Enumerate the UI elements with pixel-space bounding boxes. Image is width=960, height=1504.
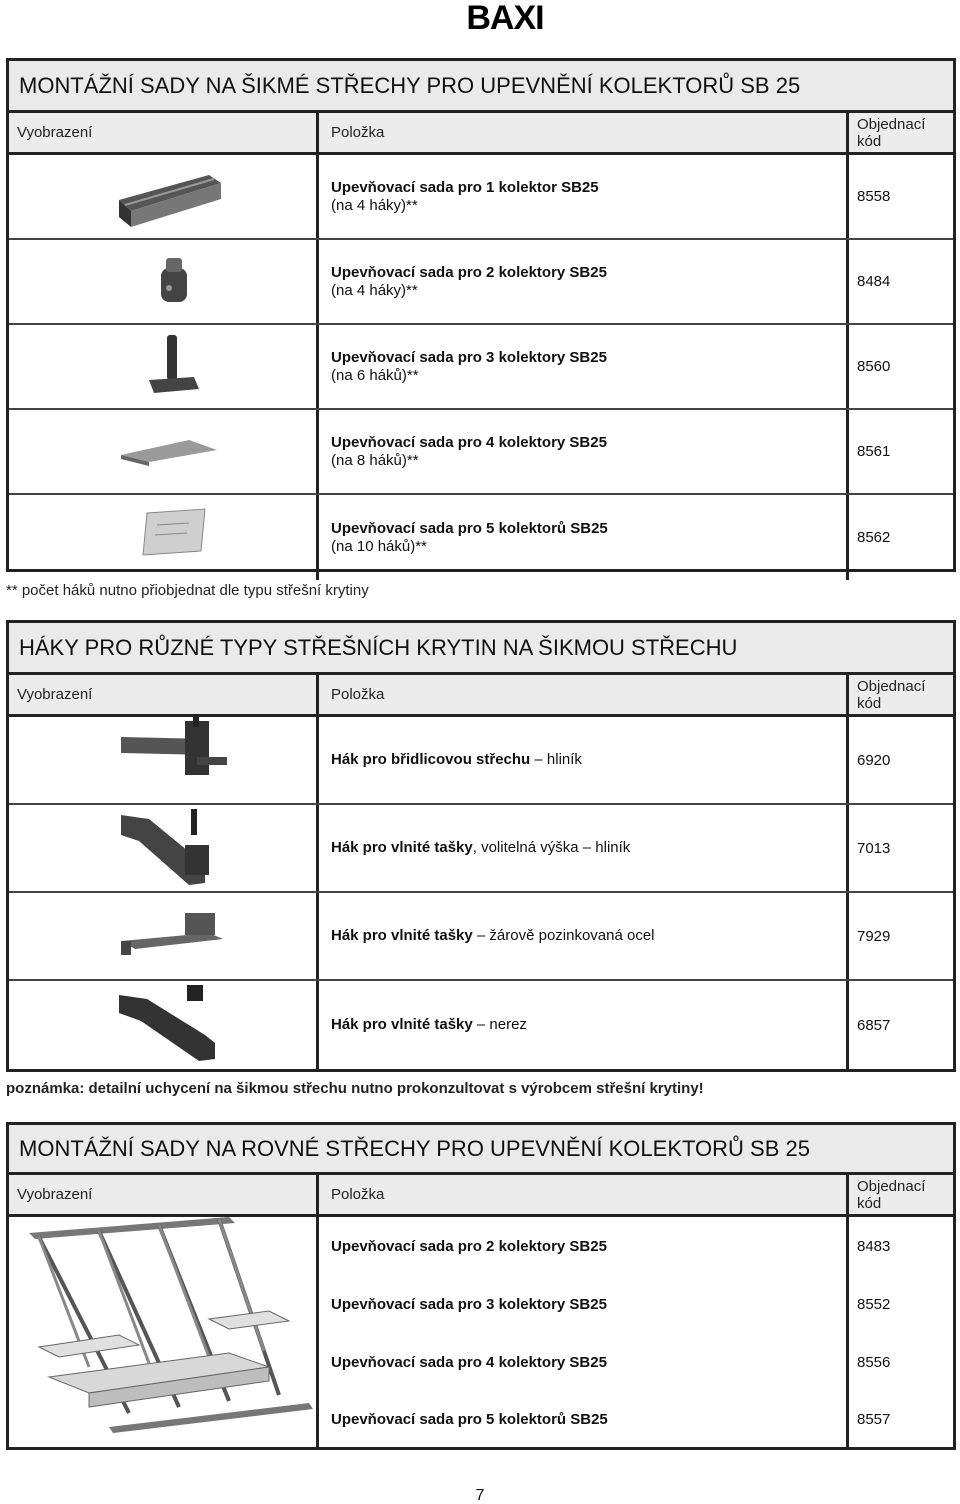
code-cell xyxy=(849,1391,953,1447)
order-code: 8560 xyxy=(857,358,891,375)
code-cell xyxy=(849,1275,953,1333)
product-image-wave-hook-stainless xyxy=(9,981,319,1069)
code-cell xyxy=(849,240,953,323)
item-name: Upevňovací sada pro 2 kolektory SB25 xyxy=(331,263,607,281)
item-name: Hák pro břidlicovou střechu xyxy=(331,751,531,768)
code-cell xyxy=(849,893,953,979)
header-code-line1: Objednací xyxy=(857,1177,926,1195)
item-name: Hák pro vlnité tašky xyxy=(331,839,473,856)
table-row xyxy=(319,1333,953,1391)
item-detail: (na 6 háků)** xyxy=(331,366,419,384)
table-row xyxy=(9,495,953,580)
table-row xyxy=(319,1275,953,1333)
header-item: Položka xyxy=(319,113,849,152)
order-code: 7013 xyxy=(857,839,891,857)
header-item: Položka xyxy=(319,675,849,714)
product-image-flat-roof-frame xyxy=(9,1217,319,1447)
order-code: 8483 xyxy=(857,1237,891,1255)
product-image-slate-hook xyxy=(9,717,319,803)
order-code: 7929 xyxy=(857,927,891,945)
table-row xyxy=(9,717,953,805)
table-row xyxy=(9,155,953,240)
flat-roof-rows xyxy=(319,1217,953,1447)
product-image-bolt xyxy=(9,240,319,323)
section-flat-roof-kits xyxy=(6,1122,956,1450)
item-cell xyxy=(319,893,849,979)
order-code: 6857 xyxy=(857,1016,891,1034)
header-code-line2: kód xyxy=(857,1194,882,1212)
table-row xyxy=(9,981,953,1069)
item-text xyxy=(331,751,846,769)
page-number: 7 xyxy=(475,1487,485,1504)
table-row xyxy=(319,1217,953,1275)
order-code: 6920 xyxy=(857,751,891,769)
code-cell xyxy=(849,155,953,238)
header-code xyxy=(849,1175,953,1214)
product-image-t-bolt xyxy=(9,325,319,408)
product-image-rail xyxy=(9,155,319,238)
item-cell xyxy=(319,717,849,803)
brand-logo: BAXI xyxy=(466,0,544,37)
item-name: Hák pro vlnité tašky xyxy=(331,927,473,944)
item-detail: – hliník xyxy=(530,751,582,768)
item-cell xyxy=(319,240,849,323)
code-cell xyxy=(849,805,953,891)
item-name: Upevňovací sada pro 1 kolektor SB25 xyxy=(331,178,599,196)
code-cell xyxy=(849,981,953,1069)
code-cell xyxy=(849,410,953,493)
item-text xyxy=(331,1016,846,1034)
item-detail: (na 4 háky)** xyxy=(331,281,418,299)
code-cell xyxy=(849,325,953,408)
order-code: 8552 xyxy=(857,1295,891,1313)
item-cell xyxy=(319,805,849,891)
header-image: Vyobrazení xyxy=(9,675,319,714)
table-header xyxy=(9,113,953,155)
product-image-plate xyxy=(9,495,319,580)
item-text xyxy=(331,839,846,857)
code-cell xyxy=(849,495,953,580)
item-name: Upevňovací sada pro 2 kolektory SB25 xyxy=(319,1217,849,1275)
item-detail: (na 8 háků)** xyxy=(331,451,419,469)
header-item: Položka xyxy=(319,1175,849,1214)
order-code: 8557 xyxy=(857,1410,891,1428)
item-name: Upevňovací sada pro 4 kolektory SB25 xyxy=(331,433,607,451)
item-name: Upevňovací sada pro 4 kolektory SB25 xyxy=(319,1333,849,1391)
table-row xyxy=(9,893,953,981)
flat-roof-body xyxy=(9,1217,953,1447)
product-image-bracket xyxy=(9,410,319,493)
order-code: 8556 xyxy=(857,1353,891,1371)
code-cell xyxy=(849,717,953,803)
order-code: 8484 xyxy=(857,273,891,290)
section-title: MONTÁŽNÍ SADY NA ŠIKMÉ STŘECHY PRO UPEVNĚNÍ KOLEKTORŮ SB 25 xyxy=(9,61,953,113)
hooks-note: ** počet háků nutno přiobjednat dle typu střešní krytiny xyxy=(6,582,369,599)
header-code-line2: kód xyxy=(857,694,882,712)
item-detail: – nerez xyxy=(472,1016,527,1033)
item-text xyxy=(331,927,846,945)
item-cell xyxy=(319,981,849,1069)
header-code xyxy=(849,675,953,714)
table-header xyxy=(9,675,953,717)
header-image: Vyobrazení xyxy=(9,1175,319,1214)
header-code-line1: Objednací xyxy=(857,677,926,695)
item-detail: (na 10 háků)** xyxy=(331,537,427,555)
item-cell xyxy=(319,495,849,580)
header-code-line1: Objednací xyxy=(857,115,926,133)
product-image-wave-hook-adjustable xyxy=(9,805,319,891)
order-code: 8558 xyxy=(857,188,891,205)
section-title: HÁKY PRO RŮZNÉ TYPY STŘEŠNÍCH KRYTIN NA ŠIKMOU STŘECHU xyxy=(9,623,953,675)
table-row xyxy=(9,240,953,325)
item-name: Upevňovací sada pro 5 kolektorů SB25 xyxy=(319,1391,849,1447)
section-title: MONTÁŽNÍ SADY NA ROVNÉ STŘECHY PRO UPEVNĚNÍ KOLEKTORŮ SB 25 xyxy=(9,1125,953,1175)
item-cell xyxy=(319,325,849,408)
header-code-line2: kód xyxy=(857,132,882,150)
code-cell xyxy=(849,1333,953,1391)
code-cell xyxy=(849,1217,953,1275)
table-row xyxy=(9,325,953,410)
item-cell xyxy=(319,155,849,238)
item-cell xyxy=(319,410,849,493)
header-code xyxy=(849,113,953,152)
section-sloped-roof-kits xyxy=(6,58,956,572)
item-detail: (na 4 háky)** xyxy=(331,196,418,214)
item-name: Upevňovací sada pro 3 kolektory SB25 xyxy=(319,1275,849,1333)
order-code: 8561 xyxy=(857,443,891,460)
item-detail: – žárově pozinkovaná ocel xyxy=(472,927,655,944)
item-name: Hák pro vlnité tašky xyxy=(331,1016,473,1033)
header-image: Vyobrazení xyxy=(9,113,319,152)
consultation-note: poznámka: detailní uchycení na šikmou střechu nutno prokonzultovat s výrobcem střešní krytiny! xyxy=(6,1080,704,1097)
section-roof-hooks xyxy=(6,620,956,1072)
table-row xyxy=(9,805,953,893)
item-name: Upevňovací sada pro 5 kolektorů SB25 xyxy=(331,519,608,537)
product-image-wave-hook-steel xyxy=(9,893,319,979)
table-header xyxy=(9,1175,953,1217)
table-row xyxy=(319,1391,953,1447)
table-row xyxy=(9,410,953,495)
item-detail: , volitelná výška – hliník xyxy=(472,839,631,856)
order-code: 8562 xyxy=(857,529,891,546)
item-name: Upevňovací sada pro 3 kolektory SB25 xyxy=(331,348,607,366)
